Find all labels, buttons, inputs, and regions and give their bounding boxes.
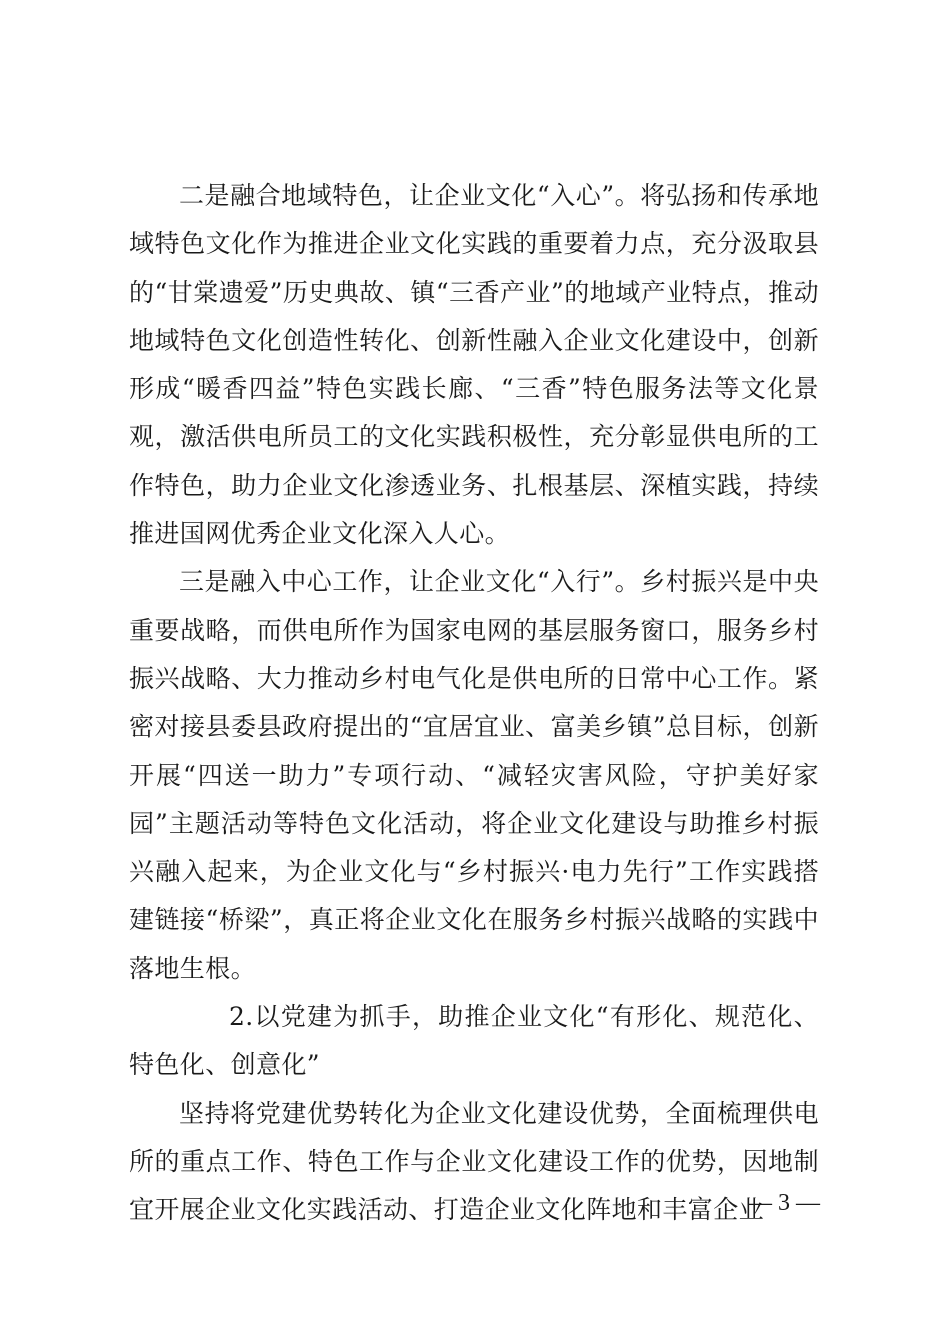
document-body <box>129 172 819 1235</box>
page-number: — 3 — <box>748 1190 820 1216</box>
paragraph-central-work: 三是融入中心工作，让企业文化“入行”。乡村振兴是中央重要战略，而供电所作为国家电网的基层服务窗口，服务乡村振兴战略、大力推动乡村电气化是供电所的日常中心工作。紧密对接县委县政府提出的“宜居宜业、富美乡镇”总目标，创新开展“四送一助力”专项行动、“减轻灾害风险，守护美好家园”主题活动等特色文化活动，将企业文化建设与助推乡村振兴融入起来，为企业文化与“乡村振兴·电力先行”工作实践搭建链接“桥梁”，真正将企业文化在服务乡村振兴战略的实践中落地生根。 <box>129 567 819 983</box>
section-heading: 2.以党建为抓手，助推企业文化“有形化、规范化、特色化、创意化” <box>129 1002 819 1080</box>
paragraph-party-building: 坚持将党建优势转化为企业文化建设优势，全面梳理供电所的重点工作、特色工作与企业文化建设工作的优势，因地制宜开展企业文化实践活动、打造企业文化阵地和丰富企业 <box>129 1098 819 1225</box>
paragraph-regional-culture: 二是融合地域特色，让企业文化“入心”。将弘扬和传承地域特色文化作为推进企业文化实践的重要着力点，充分汲取县的“甘棠遗爱”历史典故、镇“三香产业”的地域产业特点，推动地域特色文化创造性转化、创新性融入企业文化建设中，创新形成“暖香四益”特色实践长廊、“三香”特色服务法等文化景观，激活供电所员工的文化实践积极性，充分彰显供电所的工作特色，助力企业文化渗透业务、扎根基层、深植实践，持续推进国网优秀企业文化深入人心。 <box>129 181 819 549</box>
